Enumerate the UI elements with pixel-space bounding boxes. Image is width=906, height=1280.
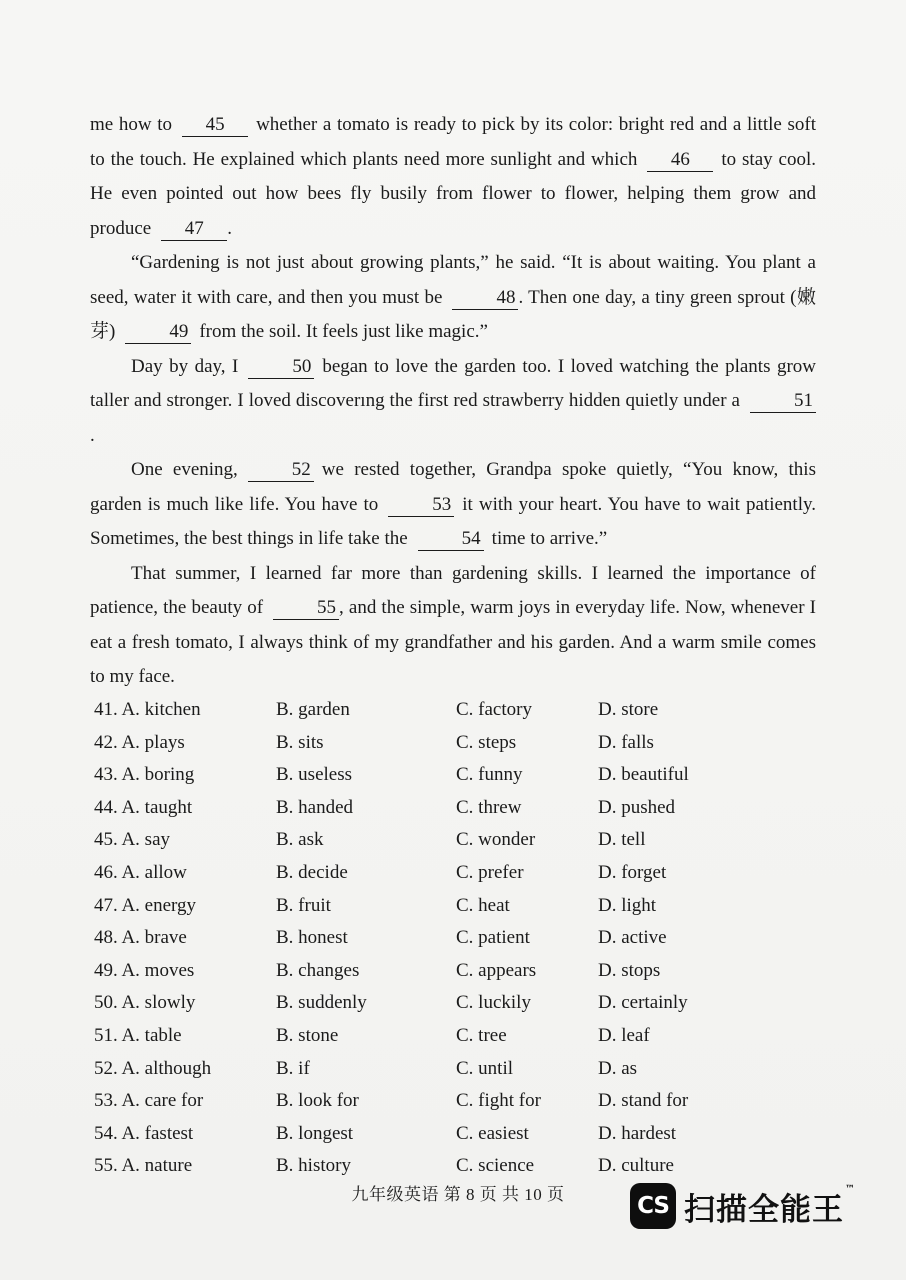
blank-54: 54 bbox=[418, 528, 484, 551]
option-c: C. science bbox=[456, 1155, 535, 1177]
option-d: D. active bbox=[598, 927, 667, 949]
text: time to arrive.” bbox=[491, 528, 608, 549]
option-c: C. patient bbox=[456, 927, 530, 949]
option-b: B. look for bbox=[276, 1090, 359, 1112]
option-row bbox=[94, 955, 814, 988]
option-a: 41. A. kitchen bbox=[94, 699, 201, 720]
option-row bbox=[94, 857, 814, 890]
option-c: C. appears bbox=[456, 959, 537, 981]
option-c: C. until bbox=[456, 1057, 514, 1079]
paragraph-2 bbox=[90, 246, 816, 350]
text: we rested together, Grandpa spoke quietly, “You know, this garden is much like life. You have to bbox=[90, 459, 816, 515]
option-d: D. leaf bbox=[598, 1024, 650, 1046]
watermark-text bbox=[684, 1184, 856, 1229]
option-d: D. tell bbox=[598, 829, 646, 851]
option-a: 48. A. brave bbox=[94, 927, 187, 949]
option-row bbox=[94, 1053, 814, 1086]
camscanner-watermark bbox=[630, 1183, 856, 1229]
option-c: C. fight for bbox=[456, 1090, 541, 1112]
option-b: B. if bbox=[276, 1057, 310, 1079]
option-row bbox=[94, 824, 814, 857]
option-a: 47. A. energy bbox=[94, 894, 197, 916]
blank-49: 49 bbox=[125, 321, 191, 344]
text: . Then one day, a tiny green sprout (嫩芽) bbox=[90, 286, 817, 342]
option-a: 43. A. boring bbox=[94, 764, 195, 786]
option-b: B. handed bbox=[276, 796, 354, 818]
trademark-mark: ™ bbox=[845, 1183, 856, 1195]
option-b: B. garden bbox=[276, 699, 350, 720]
option-b: B. stone bbox=[276, 1024, 339, 1046]
paragraph-1 bbox=[90, 108, 816, 246]
blank-55: 55 bbox=[273, 597, 339, 620]
option-a: 49. A. moves bbox=[94, 959, 195, 981]
blank-50: 50 bbox=[248, 356, 314, 379]
text: to stay cool. He even pointed out how bees fly busily from flower to flower, helping them grow and produce bbox=[90, 148, 816, 239]
option-d: D. stand for bbox=[598, 1090, 689, 1112]
text: me how to bbox=[90, 114, 173, 135]
paragraph-4 bbox=[90, 453, 816, 557]
option-a: 44. A. taught bbox=[94, 796, 193, 818]
option-row bbox=[94, 1085, 814, 1118]
text: from the soil. It feels just like magic.” bbox=[199, 321, 488, 342]
page-number-text: 九年级英语 第 8 页 共 10 页 bbox=[351, 1185, 565, 1204]
option-b: B. longest bbox=[276, 1122, 354, 1144]
option-c: C. factory bbox=[456, 699, 532, 720]
option-a: 55. A. nature bbox=[94, 1155, 193, 1177]
option-d: D. store bbox=[598, 699, 659, 720]
option-b: B. useless bbox=[276, 764, 352, 786]
option-d: D. beautiful bbox=[598, 764, 689, 786]
option-b: B. honest bbox=[276, 927, 348, 949]
option-d: D. forget bbox=[598, 861, 667, 883]
option-row bbox=[94, 1150, 814, 1183]
blank-47: 47 bbox=[161, 218, 227, 241]
blank-53: 53 bbox=[388, 494, 454, 517]
option-a: 54. A. fastest bbox=[94, 1122, 194, 1144]
text: . bbox=[227, 217, 232, 239]
text: whether a tomato is ready to pick by its color: bright red and a little soft to the touch. He explained which plants need more sunlight and which bbox=[90, 114, 816, 170]
option-a: 42. A. plays bbox=[94, 731, 185, 753]
text: One evening, bbox=[131, 459, 238, 480]
option-b: B. suddenly bbox=[276, 992, 367, 1014]
option-d: D. culture bbox=[598, 1155, 674, 1177]
option-c: C. prefer bbox=[456, 861, 524, 883]
option-row bbox=[94, 694, 814, 727]
option-d: D. stops bbox=[598, 959, 661, 981]
answer-options bbox=[94, 694, 814, 1183]
option-c: C. luckily bbox=[456, 992, 531, 1014]
option-row bbox=[94, 1118, 814, 1151]
option-a: 50. A. slowly bbox=[94, 992, 196, 1014]
option-b: B. ask bbox=[276, 829, 324, 851]
blank-51: 51 bbox=[750, 390, 816, 413]
option-d: D. light bbox=[598, 894, 657, 916]
option-b: B. fruit bbox=[276, 894, 331, 916]
text: . bbox=[90, 424, 95, 446]
text: Day by day, I bbox=[131, 355, 239, 377]
passage bbox=[90, 108, 816, 695]
option-c: C. tree bbox=[456, 1024, 507, 1046]
option-c: C. funny bbox=[456, 764, 523, 786]
option-d: D. as bbox=[598, 1057, 638, 1079]
option-row bbox=[94, 727, 814, 760]
option-b: B. sits bbox=[276, 731, 324, 753]
paragraph-5 bbox=[90, 557, 816, 695]
text: That summer, I learned far more than gardening skills. I learned the importance of patience, the beauty of bbox=[90, 562, 816, 618]
option-c: C. heat bbox=[456, 894, 510, 916]
option-d: D. pushed bbox=[598, 796, 676, 818]
text: it with your heart. You have to wait patiently. Sometimes, the best things in life take the bbox=[90, 493, 816, 549]
option-b: B. changes bbox=[276, 959, 360, 981]
option-row bbox=[94, 759, 814, 792]
option-a: 46. A. allow bbox=[94, 861, 187, 883]
blank-52: 52 bbox=[248, 459, 314, 482]
paragraph-3 bbox=[90, 350, 816, 454]
blank-46: 46 bbox=[647, 149, 713, 172]
option-a: 53. A. care for bbox=[94, 1090, 204, 1112]
option-a: 52. A. although bbox=[94, 1057, 212, 1079]
option-d: D. certainly bbox=[598, 992, 688, 1014]
blank-45: 45 bbox=[182, 114, 248, 137]
option-c: C. wonder bbox=[456, 829, 536, 851]
option-row bbox=[94, 1020, 814, 1053]
option-c: C. easiest bbox=[456, 1122, 529, 1144]
cs-logo-icon: CS bbox=[630, 1183, 676, 1229]
text: , and the simple, warm joys in everyday life. Now, whenever I eat a fresh tomato, I always think of my grandfather and his garden. And a warm smile comes to my face. bbox=[90, 597, 816, 687]
option-a: 45. A. say bbox=[94, 829, 170, 851]
blank-48: 48 bbox=[452, 287, 518, 310]
text: began to love the garden too. I loved watching the plants grow taller and stronger. I loved discoverıng the first red strawberry hidden quietly under a bbox=[90, 355, 816, 411]
option-row bbox=[94, 987, 814, 1020]
option-d: D. falls bbox=[598, 731, 654, 753]
option-row bbox=[94, 792, 814, 825]
option-b: B. history bbox=[276, 1155, 351, 1177]
option-c: C. steps bbox=[456, 731, 517, 753]
option-row bbox=[94, 890, 814, 923]
option-row bbox=[94, 922, 814, 955]
text: “Gardening is not just about growing plants,” he said. “It is about waiting. You plant a seed, water it with care, and then you must be bbox=[90, 252, 816, 308]
option-d: D. hardest bbox=[598, 1122, 677, 1144]
watermark-label: 扫描全能王 bbox=[684, 1191, 844, 1228]
option-b: B. decide bbox=[276, 861, 348, 883]
option-c: C. threw bbox=[456, 796, 522, 818]
option-a: 51. A. table bbox=[94, 1024, 182, 1046]
